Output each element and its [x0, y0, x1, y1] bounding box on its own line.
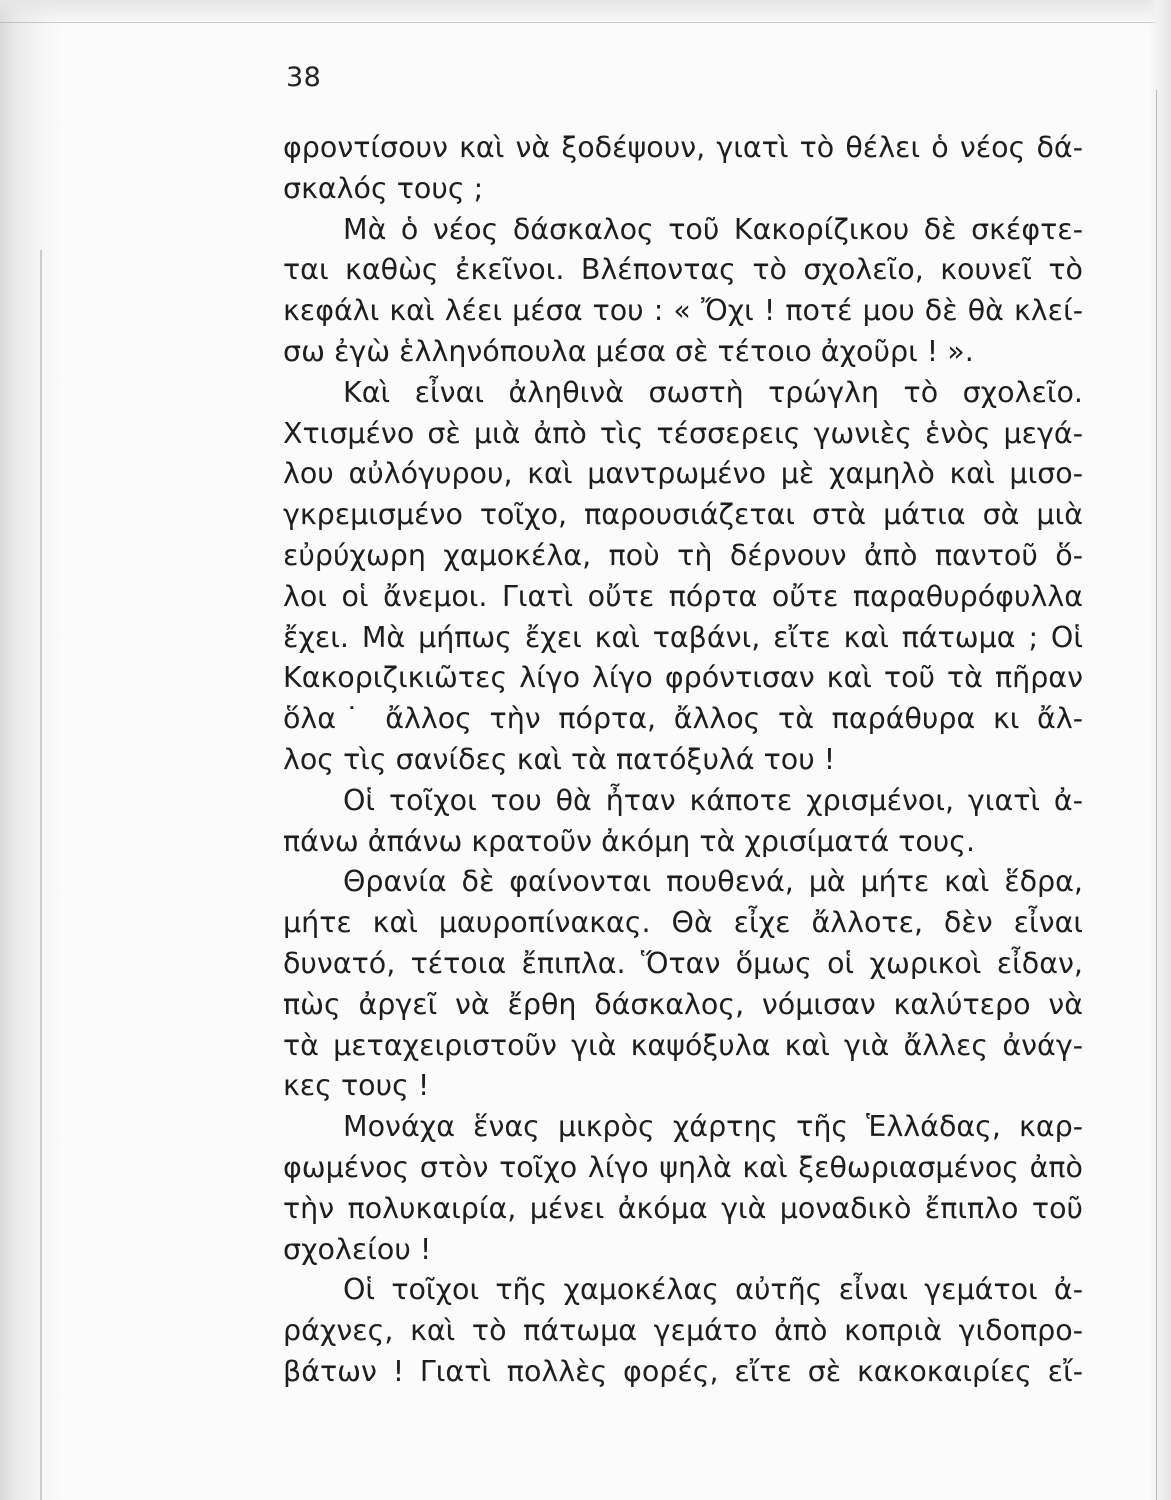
- text-line: κες τους !: [283, 1069, 430, 1103]
- text-line: φροντίσουν καὶ νὰ ξοδέψουν, γιατὶ τὸ θέλει ὁ νέος δά-: [283, 131, 1083, 164]
- text-line: ἔχει. Μὰ μήπως ἔχει καὶ ταβάνι, εἴτε καὶ πάτωμα ; Οἱ: [283, 620, 1083, 654]
- text-line: Κακοριζικιῶτες λίγο λίγο φρόντισαν καὶ τοῦ τὰ πῆραν: [283, 661, 1083, 695]
- text-line: Χτισμένο σὲ μιὰ ἀπὸ τὶς τέσσερεις γωνιὲς ἑνὸς μεγά-: [283, 416, 1083, 450]
- text-line: πὼς ἀργεῖ νὰ ἔρθη δάσκαλος, νόμισαν καλύτερο νὰ: [283, 987, 1083, 1021]
- top-page-edge: [0, 22, 1171, 23]
- left-page-edge: [40, 250, 42, 1500]
- text-line: λου αὐλόγυρου, καὶ μαντρωμένο μὲ χαμηλὸ καὶ μισο-: [283, 457, 1083, 491]
- page-number: 38: [286, 62, 322, 93]
- text-line: κεφάλι καὶ λέει μέσα του : « Ὄχι ! ποτέ μου δὲ θὰ κλεί-: [283, 294, 1083, 328]
- text-line: ράχνες, καὶ τὸ πάτωμα γεμάτο ἀπὸ κοπριὰ γιδοπρο-: [283, 1314, 1083, 1348]
- text-line: πάνω ἀπάνω κρατοῦν ἀκόμη τὰ χρισίματά τους.: [283, 824, 976, 858]
- right-edge-shadow: [1149, 0, 1171, 1500]
- text-line: Μὰ ὁ νέος δάσκαλος τοῦ Κακορίζικου δὲ σκέφτε-: [343, 212, 1083, 246]
- text-line: δυνατό, τέτοια ἔπιπλα. Ὅταν ὅμως οἱ χωρικοὶ εἶδαν,: [283, 946, 1083, 980]
- text-line: τὰ μεταχειριστοῦν γιὰ καψόξυλα καὶ γιὰ ἄλλες ἀνάγ-: [283, 1028, 1083, 1062]
- text-line: σχολείου !: [283, 1232, 432, 1266]
- text-line: γκρεμισμένο τοῖχο, παρουσιάζεται στὰ μάτια σὰ μιὰ: [283, 498, 1083, 532]
- text-line: Οἱ τοῖχοι του θὰ ἦταν κάποτε χρισμένοι, γιατὶ ἀ-: [343, 783, 1083, 817]
- text-line: σω ἐγὼ ἑλληνόπουλα μέσα σὲ τέτοιο ἀχοῦρι ! ».: [283, 334, 974, 368]
- text-line: Οἱ τοῖχοι τῆς χαμοκέλας αὐτῆς εἶναι γεμάτοι ἀ-: [343, 1273, 1083, 1307]
- right-page-edge: [1156, 90, 1157, 1500]
- body-text: [283, 128, 1083, 1393]
- text-line: Καὶ εἶναι ἀληθινὰ σωστὴ τρώγλη τὸ σχολεῖο.: [343, 375, 1083, 409]
- left-binding-shadow: [0, 0, 62, 1500]
- text-line: ὅλα˙ ἄλλος τὴν πόρτα, ἄλλος τὰ παράθυρα κι ἄλ-: [283, 702, 1083, 736]
- text-line: ται καθὼς ἐκεῖνοι. Βλέποντας τὸ σχολεῖο, κουνεῖ τὸ: [283, 253, 1083, 287]
- text-line: βάτων ! Γιατὶ πολλὲς φορές, εἴτε σὲ κακοκαιρίες εἴ-: [283, 1354, 1083, 1388]
- text-line: Θρανία δὲ φαίνονται πουθενά, μὰ μήτε καὶ ἕδρα,: [343, 865, 1083, 899]
- text-line: λοι οἱ ἄνεμοι. Γιατὶ οὔτε πόρτα οὔτε παραθυρόφυλλα: [283, 579, 1083, 613]
- text-line: φωμένος στὸν τοῖχο λίγο ψηλὰ καὶ ξεθωριασμένος ἀπὸ: [283, 1150, 1083, 1184]
- text-line: λος τὶς σανίδες καὶ τὰ πατόξυλά του !: [283, 742, 836, 776]
- text-line: εὐρύχωρη χαμοκέλα, ποὺ τὴ δέρνουν ἀπὸ παντοῦ ὅ-: [283, 538, 1083, 572]
- text-line: σκαλός τους ;: [283, 171, 484, 205]
- text-line: Μονάχα ἕνας μικρὸς χάρτης τῆς Ἑλλάδας, καρ-: [343, 1110, 1083, 1144]
- text-line: τὴν πολυκαιρία, μένει ἀκόμα γιὰ μοναδικὸ ἔπιπλο τοῦ: [283, 1191, 1083, 1225]
- text-line: μήτε καὶ μαυροπίνακας. Θὰ εἶχε ἄλλοτε, δὲν εἶναι: [283, 906, 1083, 940]
